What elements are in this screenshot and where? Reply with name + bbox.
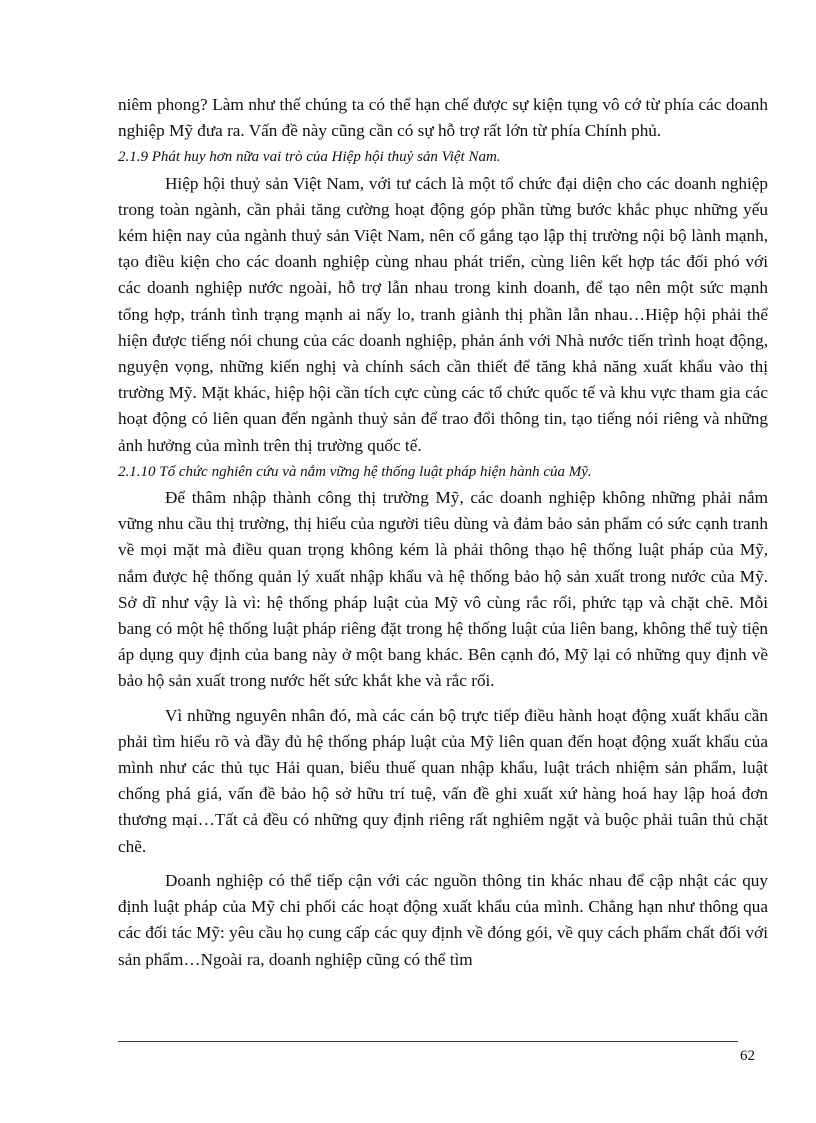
page-number: 62 (740, 1048, 755, 1064)
paragraph-continuation: niêm phong? Làm như thế chúng ta có thể hạn chế được sự kiện tụng vô cớ từ phía các doanh nghiệp Mỹ đưa ra. Vấn đề này cũng cần có sự hỗ trợ rất lớn từ phía Chính phủ. (118, 95, 768, 141)
document-body (118, 92, 768, 973)
footer-divider (118, 1041, 738, 1042)
paragraph-us-legal-system: Để thâm nhập thành công thị trường Mỹ, các doanh nghiệp không những phải nắm vững nhu cầu thị trường, thị hiếu của người tiêu dùng và đảm bảo sản phẩm có sức cạnh tranh về mọi mặt mà điều quan trọng không kém là phải thông thạo hệ thống luật pháp của Mỹ, nắm được hệ thống quản lý xuất nhập khẩu và hệ thống bảo hộ sản xuất trong nước của Mỹ. Sở dĩ như vậy là vì: hệ thống pháp luật của Mỹ vô cùng rắc rối, phức tạp và chặt chẽ. Mỗi bang có một hệ thống luật pháp riêng đặt trong hệ thống luật của liên bang, không thể tuỳ tiện áp dụng quy định của bang này ở một bang khác. Bên cạnh đó, Mỹ lại có những quy định về bảo hộ sản xuất trong nước hết sức khắt khe và rắc rối. (118, 488, 768, 691)
paragraph-association-role: Hiệp hội thuỷ sản Việt Nam, với tư cách là một tổ chức đại diện cho các doanh nghiệp trong toàn ngành, cần phải tăng cường hoạt động góp phần từng bước khắc phục những yếu kém hiện nay của ngành thuỷ sản Việt Nam, nên cố gắng tạo lập thị trường nội bộ lành mạnh, tạo điều kiện cho các doanh nghiệp cùng nhau phát triển, cùng liên kết hợp tác đối phó với các doanh nghiệp nước ngoài, hỗ trợ lẫn nhau trong kinh doanh, để tạo nên một sức mạnh tổng hợp, tránh tình trạng mạnh ai nấy lo, tranh giành thị phần lẫn nhau…Hiệp hội phải thể hiện được tiếng nói chung của các doanh nghiệp, phản ánh với Nhà nước tiến trình hoạt động, nguyện vọng, những kiến nghị và chính sách cần thiết để tăng khả năng xuất khẩu vào thị trường Mỹ. Mặt khác, hiệp hội cần tích cực cùng các tổ chức quốc tế và khu vực tham gia các hoạt động có liên quan đến ngành thuỷ sản để trao đổi thông tin, tạo tiếng nói riêng và những ảnh hưởng của mình trên thị trường quốc tế. (118, 173, 768, 455)
section-heading-2-1-10: 2.1.10 Tổ chức nghiên cứu và nắm vững hệ thống luật pháp hiện hành của Mỹ. (118, 463, 592, 480)
paragraph-export-regulations: Vì những nguyên nhân đó, mà các cán bộ trực tiếp điều hành hoạt động xuất khẩu cần phải tìm hiểu rõ và đầy đủ hệ thống pháp luật của Mỹ liên quan đến hoạt động xuất khẩu của mình như các thủ tục Hải quan, biểu thuế quan nhập khẩu, luật trách nhiệm sản phẩm, luật chống phá giá, vấn đề bảo hộ sở hữu trí tuệ, vấn đề ghi xuất xứ hàng hoá hay lập hoá đơn thương mại…Tất cả đều có những quy định riêng rất nghiêm ngặt và buộc phải tuân thủ chặt chẽ. (118, 705, 768, 856)
section-heading-2-1-9: 2.1.9 Phát huy hơn nữa vai trò của Hiệp hội thuỷ sản Việt Nam. (118, 149, 501, 166)
paragraph-information-sources: Doanh nghiệp có thể tiếp cận với các nguồn thông tin khác nhau để cập nhật các quy định luật pháp của Mỹ chi phối các hoạt động xuất khẩu của mình. Chẳng hạn như thông qua các đối tác Mỹ: yêu cầu họ cung cấp các quy định về đóng gói, về quy cách phẩm chất đối với sản phẩm…Ngoài ra, doanh nghiệp cũng có thể tìm (118, 870, 768, 969)
